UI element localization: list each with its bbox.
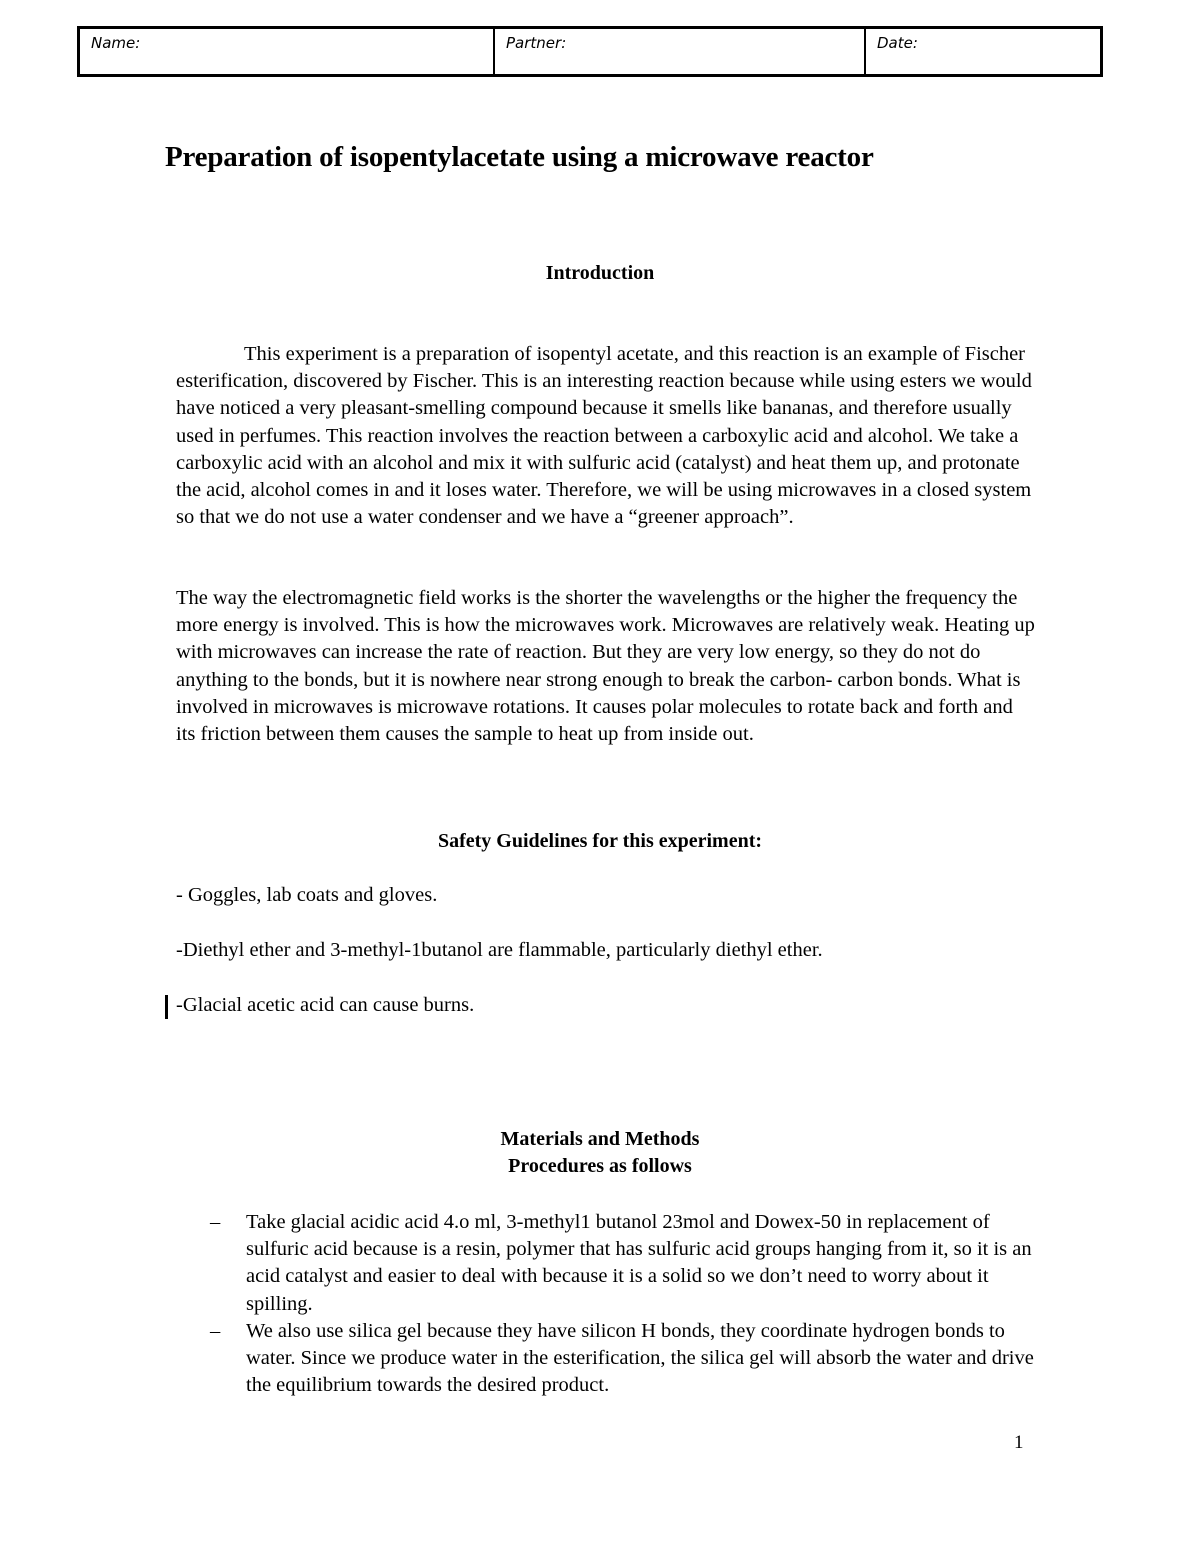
procedure-list xyxy=(210,1209,1040,1399)
safety-item-goggles: - Goggles, lab coats and gloves. xyxy=(176,884,438,906)
text-cursor xyxy=(165,995,168,1019)
procedure-item xyxy=(210,1209,1040,1318)
introduction-paragraph-2: The way the electromagnetic field works is the shorter the wavelengths or the higher the frequency the more energy is involved. This is how the microwaves work. Microwaves are relatively weak. Heating up with microwaves can increase the rate of reaction. But they are very low energy, so they do not do anything to the bonds, but it is nowhere near strong enough to break the carbon- carbon bonds. What is involved in microwaves is microwave rotations. It causes polar molecules to rotate back and forth and its friction between them causes the sample to heat up from inside out. xyxy=(176,587,1035,746)
name-field[interactable] xyxy=(80,29,493,74)
document-title: Preparation of isopentylacetate using a microwave reactor xyxy=(165,141,874,173)
bullet-dash: – xyxy=(210,1319,221,1342)
procedure-item-text: Take glacial acidic acid 4.o ml, 3-methyl1 butanol 23mol and Dowex-50 in replacement of sulfuric acid because is a resin, polymer that has sulfuric acid groups hanging from it, so it is an acid catalyst and easier to deal with because it is a solid so we don’t need to worry about it spilling. xyxy=(246,1211,1032,1315)
partner-field[interactable] xyxy=(493,29,864,74)
safety-item-flammable: -Diethyl ether and 3-methyl-1butanol are flammable, particularly diethyl ether. xyxy=(176,939,823,961)
date-field[interactable] xyxy=(864,29,1100,74)
materials-heading: Materials and Methods xyxy=(500,1128,700,1150)
bullet-dash: – xyxy=(210,1211,221,1233)
page-number: 1 xyxy=(1014,1432,1024,1453)
name-label: Name: xyxy=(91,34,141,52)
procedures-subheading: Procedures as follows xyxy=(508,1155,692,1177)
procedure-item xyxy=(210,1318,1040,1400)
safety-heading: Safety Guidelines for this experiment: xyxy=(437,830,763,852)
date-label: Date: xyxy=(877,34,918,52)
introduction-heading: Introduction xyxy=(545,262,655,284)
introduction-paragraph-1: This experiment is a preparation of isopentyl acetate, and this reaction is an example of Fischer esterification, discovered by Fischer. This is an interesting reaction because while using esters we would have noticed a very pleasant-smelling compound because it smells like bananas, and therefore usually used in perfumes. This reaction involves the reaction between a carboxylic acid and alcohol. We take a carboxylic acid with an alcohol and mix it with sulfuric acid (catalyst) and heat them up, and protonate the acid, alcohol comes in and it loses water. Therefore, we will be using microwaves in a closed system so that we do not use a water condenser and we have a “greener approach”. xyxy=(176,343,1032,529)
procedure-item-text: We also use silica gel because they have silicon H bonds, they coordinate hydrogen bonds to water. Since we produce water in the esterification, the silica gel will absorb the water and drive the equilibrium towards the desired product. xyxy=(246,1319,1034,1397)
partner-label: Partner: xyxy=(506,34,567,52)
header-table xyxy=(77,26,1103,77)
safety-item-burns: -Glacial acetic acid can cause burns. xyxy=(176,994,475,1016)
